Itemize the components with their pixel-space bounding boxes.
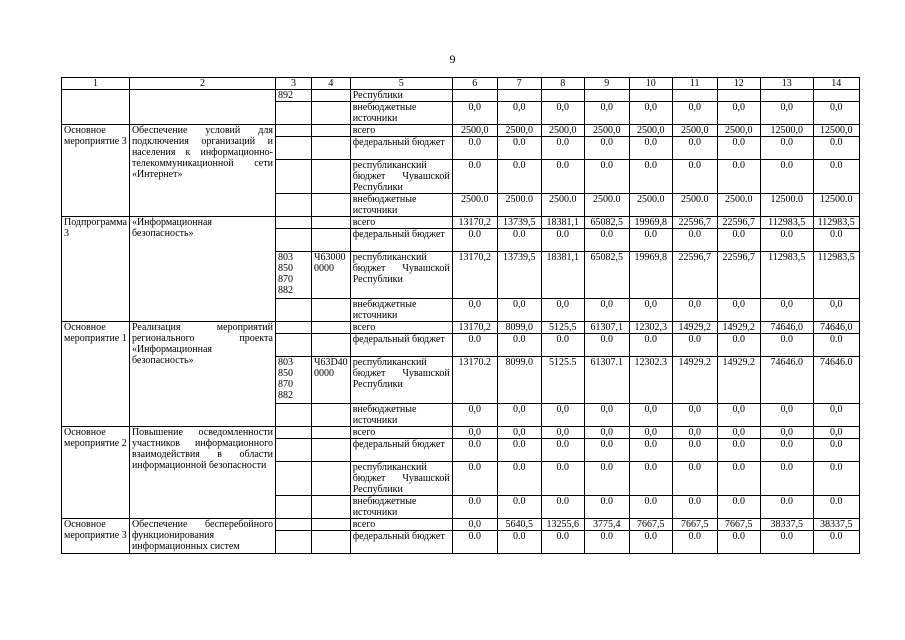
amount-cell: 12302,3: [629, 322, 672, 334]
amount-cell: 0,0: [629, 102, 672, 125]
amount-cell: 0,0: [760, 102, 813, 125]
amount-cell: 0.0: [541, 160, 584, 194]
amount-cell: 0.0: [497, 496, 541, 519]
amount-cell: 2500.0: [629, 194, 672, 217]
column-number-cell: 2: [129, 78, 275, 90]
amount-cell: 0.0: [584, 137, 629, 160]
amount-cell: [760, 90, 813, 102]
amount-cell: 0.0: [497, 160, 541, 194]
amount-cell: 65082,5: [584, 217, 629, 229]
ministry-code-cell: [275, 404, 311, 427]
amount-cell: 0.0: [760, 137, 813, 160]
ministry-code-cell: [275, 496, 311, 519]
column-number-cell: 9: [584, 78, 629, 90]
activity-type-cell: Основное мероприятие 3: [62, 519, 130, 554]
ministry-code-cell: 803 850 870 882: [275, 252, 311, 299]
amount-cell: 2500,0: [584, 125, 629, 137]
amount-cell: 0.0: [584, 160, 629, 194]
amount-cell: 0.0: [672, 137, 717, 160]
amount-cell: 7667,5: [717, 519, 760, 531]
classification-code-cell: [311, 531, 350, 554]
amount-cell: 0,0: [452, 519, 497, 531]
amount-cell: 0.0: [672, 496, 717, 519]
amount-cell: [584, 90, 629, 102]
table-row: [62, 322, 860, 334]
amount-cell: 22596,7: [717, 217, 760, 229]
column-number-cell: 4: [311, 78, 350, 90]
page-number: 9: [449, 52, 456, 66]
amount-cell: 0.0: [584, 229, 629, 252]
amount-cell: 0.0: [717, 160, 760, 194]
amount-cell: 0.0: [629, 531, 672, 554]
funding-source-cell: внебюджетные источники: [350, 194, 452, 217]
amount-cell: 0.0: [497, 137, 541, 160]
amount-cell: 2500.0: [584, 194, 629, 217]
amount-cell: 0.0: [452, 462, 497, 496]
amount-cell: 5640,5: [497, 519, 541, 531]
amount-cell: 0.0: [813, 160, 859, 194]
ministry-code-cell: [275, 531, 311, 554]
funding-source-cell: федеральный бюджет: [350, 334, 452, 357]
amount-cell: 0.0: [497, 462, 541, 496]
amount-cell: 0.0: [497, 531, 541, 554]
amount-cell: 0.0: [813, 531, 859, 554]
ministry-code-cell: [275, 334, 311, 357]
amount-cell: 14929,2: [717, 322, 760, 334]
amount-cell: 14929.2: [672, 357, 717, 404]
amount-cell: 8099.0: [497, 357, 541, 404]
column-number-cell: 10: [629, 78, 672, 90]
ministry-code-cell: [275, 125, 311, 137]
amount-cell: 74646.0: [760, 357, 813, 404]
activity-name-cell: [129, 90, 275, 125]
activity-name-cell: «Информационная безопасность»: [129, 217, 275, 322]
amount-cell: 0,0: [672, 427, 717, 439]
amount-cell: 13170.2: [452, 357, 497, 404]
funding-source-cell: Республики: [350, 90, 452, 102]
amount-cell: 12500.0: [760, 194, 813, 217]
amount-cell: 0.0: [584, 439, 629, 462]
funding-source-cell: республиканский бюджет Чувашской Республики: [350, 462, 452, 496]
amount-cell: 0,0: [717, 299, 760, 322]
amount-cell: 0,0: [813, 102, 859, 125]
amount-cell: 0.0: [760, 462, 813, 496]
amount-cell: 22596,7: [672, 252, 717, 299]
amount-cell: 0.0: [452, 496, 497, 519]
activity-name-cell: Повышение осведомленности участников информационного взаимодействия в области информационной безопасности: [129, 427, 275, 519]
funding-source-cell: федеральный бюджет: [350, 531, 452, 554]
amount-cell: 0,0: [452, 404, 497, 427]
amount-cell: 0.0: [813, 496, 859, 519]
amount-cell: 0.0: [672, 439, 717, 462]
funding-source-cell: всего: [350, 519, 452, 531]
amount-cell: 74646,0: [760, 322, 813, 334]
amount-cell: 2500.0: [452, 194, 497, 217]
amount-cell: 14929.2: [717, 357, 760, 404]
amount-cell: 13255,6: [541, 519, 584, 531]
funding-source-cell: федеральный бюджет: [350, 439, 452, 462]
funding-source-cell: республиканский бюджет Чувашской Республики: [350, 160, 452, 194]
ministry-code-cell: [275, 462, 311, 496]
activity-name-cell: Обеспечение бесперебойного функционирования информационных систем: [129, 519, 275, 554]
amount-cell: 13170,2: [452, 252, 497, 299]
amount-cell: 0.0: [629, 229, 672, 252]
amount-cell: [452, 90, 497, 102]
amount-cell: 0.0: [717, 496, 760, 519]
column-number-cell: 12: [717, 78, 760, 90]
amount-cell: 0.0: [541, 229, 584, 252]
table-row: [62, 125, 860, 137]
amount-cell: 0.0: [813, 137, 859, 160]
amount-cell: [497, 90, 541, 102]
column-number-cell: 14: [813, 78, 859, 90]
amount-cell: 2500.0: [717, 194, 760, 217]
classification-code-cell: [311, 404, 350, 427]
classification-code-cell: [311, 334, 350, 357]
amount-cell: 0.0: [717, 531, 760, 554]
amount-cell: 2500,0: [629, 125, 672, 137]
classification-code-cell: [311, 462, 350, 496]
activity-type-cell: Основное мероприятие 3: [62, 125, 130, 217]
funding-source-cell: всего: [350, 217, 452, 229]
amount-cell: 7667,5: [629, 519, 672, 531]
amount-cell: 19969,8: [629, 217, 672, 229]
amount-cell: 0.0: [584, 496, 629, 519]
amount-cell: 0.0: [760, 160, 813, 194]
classification-code-cell: [311, 299, 350, 322]
amount-cell: 0.0: [760, 334, 813, 357]
amount-cell: 2500,0: [672, 125, 717, 137]
amount-cell: 0,0: [541, 404, 584, 427]
amount-cell: 0.0: [629, 137, 672, 160]
amount-cell: 0.0: [717, 137, 760, 160]
classification-code-cell: [311, 137, 350, 160]
amount-cell: 22596,7: [672, 217, 717, 229]
amount-cell: 2500.0: [672, 194, 717, 217]
amount-cell: 0,0: [629, 427, 672, 439]
column-number-cell: 1: [62, 78, 130, 90]
amount-cell: 0,0: [672, 102, 717, 125]
amount-cell: 0.0: [813, 439, 859, 462]
activity-name-cell: Реализация мероприятий регионального проекта «Информационная безопасность»: [129, 322, 275, 427]
amount-cell: 0.0: [672, 531, 717, 554]
ministry-code-cell: [275, 102, 311, 125]
classification-code-cell: [311, 102, 350, 125]
amount-cell: 0,0: [497, 404, 541, 427]
amount-cell: 0,0: [629, 299, 672, 322]
funding-source-cell: внебюджетные источники: [350, 102, 452, 125]
amount-cell: 0.0: [541, 462, 584, 496]
amount-cell: 0,0: [584, 404, 629, 427]
classification-code-cell: [311, 519, 350, 531]
amount-cell: [629, 90, 672, 102]
amount-cell: 0,0: [629, 404, 672, 427]
amount-cell: 112983,5: [813, 217, 859, 229]
ministry-code-cell: [275, 439, 311, 462]
classification-code-cell: [311, 322, 350, 334]
table-row: [62, 90, 860, 102]
amount-cell: 0,0: [497, 427, 541, 439]
amount-cell: 0,0: [541, 299, 584, 322]
amount-cell: 0.0: [584, 531, 629, 554]
amount-cell: [541, 90, 584, 102]
ministry-code-cell: [275, 160, 311, 194]
amount-cell: 0.0: [813, 334, 859, 357]
ministry-code-cell: [275, 194, 311, 217]
amount-cell: 0.0: [717, 439, 760, 462]
funding-source-cell: всего: [350, 427, 452, 439]
amount-cell: 0.0: [629, 496, 672, 519]
classification-code-cell: [311, 125, 350, 137]
amount-cell: 0,0: [497, 102, 541, 125]
amount-cell: 0.0: [452, 439, 497, 462]
amount-cell: 13739,5: [497, 252, 541, 299]
amount-cell: 0.0: [541, 334, 584, 357]
amount-cell: 65082,5: [584, 252, 629, 299]
funding-source-cell: внебюджетные источники: [350, 404, 452, 427]
classification-code-cell: [311, 427, 350, 439]
amount-cell: 0.0: [584, 462, 629, 496]
table-row: [62, 217, 860, 229]
amount-cell: 61307,1: [584, 322, 629, 334]
ministry-code-cell: [275, 299, 311, 322]
amount-cell: 3775,4: [584, 519, 629, 531]
amount-cell: 0.0: [717, 334, 760, 357]
ministry-code-cell: [275, 217, 311, 229]
funding-source-cell: федеральный бюджет: [350, 229, 452, 252]
amount-cell: 0,0: [717, 427, 760, 439]
activity-type-cell: Основное мероприятие 1: [62, 322, 130, 427]
activity-type-cell: Подпрограмма 3: [62, 217, 130, 322]
amount-cell: 0,0: [813, 427, 859, 439]
amount-cell: 5125.5: [541, 357, 584, 404]
ministry-code-cell: [275, 427, 311, 439]
amount-cell: 0,0: [717, 102, 760, 125]
amount-cell: 14929,2: [672, 322, 717, 334]
column-number-cell: 7: [497, 78, 541, 90]
amount-cell: 0.0: [452, 531, 497, 554]
amount-cell: 0,0: [813, 299, 859, 322]
amount-cell: 2500,0: [717, 125, 760, 137]
classification-code-cell: [311, 194, 350, 217]
amount-cell: 0.0: [584, 334, 629, 357]
ministry-code-cell: 892: [275, 90, 311, 102]
ministry-code-cell: [275, 137, 311, 160]
classification-code-cell: [311, 496, 350, 519]
budget-table: [61, 77, 860, 554]
amount-cell: 0.0: [672, 160, 717, 194]
classification-code-cell: [311, 90, 350, 102]
amount-cell: 0.0: [760, 496, 813, 519]
activity-type-cell: Основное мероприятие 2: [62, 427, 130, 519]
amount-cell: 0,0: [813, 404, 859, 427]
classification-code-cell: [311, 229, 350, 252]
column-number-row: [62, 78, 860, 90]
amount-cell: 0.0: [672, 229, 717, 252]
amount-cell: 8099,0: [497, 322, 541, 334]
classification-code-cell: Ч63D40 0000: [311, 357, 350, 404]
amount-cell: 0.0: [541, 496, 584, 519]
amount-cell: 18381,1: [541, 217, 584, 229]
column-number-cell: 6: [452, 78, 497, 90]
classification-code-cell: [311, 217, 350, 229]
amount-cell: 0,0: [760, 404, 813, 427]
amount-cell: 0,0: [672, 299, 717, 322]
classification-code-cell: [311, 439, 350, 462]
amount-cell: 22596,7: [717, 252, 760, 299]
amount-cell: 0.0: [497, 439, 541, 462]
amount-cell: 0.0: [452, 160, 497, 194]
amount-cell: 0.0: [541, 137, 584, 160]
amount-cell: 112983,5: [760, 217, 813, 229]
ministry-code-cell: [275, 519, 311, 531]
amount-cell: 74646,0: [813, 322, 859, 334]
amount-cell: 0,0: [584, 427, 629, 439]
amount-cell: 12302.3: [629, 357, 672, 404]
funding-source-cell: республиканский бюджет Чувашской Республики: [350, 357, 452, 404]
amount-cell: [672, 90, 717, 102]
amount-cell: 2500,0: [497, 125, 541, 137]
column-number-cell: 3: [275, 78, 311, 90]
amount-cell: 0.0: [717, 229, 760, 252]
amount-cell: 12500,0: [813, 125, 859, 137]
amount-cell: 2500.0: [497, 194, 541, 217]
amount-cell: [813, 90, 859, 102]
amount-cell: 18381,1: [541, 252, 584, 299]
amount-cell: 38337,5: [813, 519, 859, 531]
amount-cell: 38337,5: [760, 519, 813, 531]
amount-cell: 12500.0: [813, 194, 859, 217]
amount-cell: 13739,5: [497, 217, 541, 229]
amount-cell: 0.0: [629, 160, 672, 194]
table-row: [62, 519, 860, 531]
activity-type-cell: [62, 90, 130, 125]
amount-cell: 74646.0: [813, 357, 859, 404]
column-number-cell: 11: [672, 78, 717, 90]
amount-cell: 12500,0: [760, 125, 813, 137]
amount-cell: 0.0: [452, 137, 497, 160]
amount-cell: 0.0: [813, 462, 859, 496]
funding-source-cell: всего: [350, 322, 452, 334]
amount-cell: 0,0: [497, 299, 541, 322]
amount-cell: 0.0: [629, 334, 672, 357]
amount-cell: 0,0: [541, 102, 584, 125]
amount-cell: 0.0: [760, 531, 813, 554]
amount-cell: 0.0: [672, 462, 717, 496]
amount-cell: 19969,8: [629, 252, 672, 299]
amount-cell: 0.0: [452, 334, 497, 357]
amount-cell: 0.0: [452, 229, 497, 252]
amount-cell: 0,0: [452, 427, 497, 439]
amount-cell: 2500,0: [452, 125, 497, 137]
amount-cell: 0,0: [760, 427, 813, 439]
funding-source-cell: внебюджетные источники: [350, 299, 452, 322]
classification-code-cell: Ч63000 0000: [311, 252, 350, 299]
amount-cell: 112983,5: [760, 252, 813, 299]
funding-source-cell: всего: [350, 125, 452, 137]
amount-cell: 0,0: [717, 404, 760, 427]
amount-cell: 13170,2: [452, 217, 497, 229]
column-number-cell: 13: [760, 78, 813, 90]
amount-cell: 0,0: [584, 102, 629, 125]
amount-cell: 0,0: [672, 404, 717, 427]
ministry-code-cell: [275, 229, 311, 252]
amount-cell: 0.0: [760, 229, 813, 252]
amount-cell: 0,0: [584, 299, 629, 322]
amount-cell: 0.0: [672, 334, 717, 357]
amount-cell: 0.0: [629, 462, 672, 496]
funding-source-cell: внебюджетные источники: [350, 496, 452, 519]
amount-cell: 0.0: [541, 531, 584, 554]
amount-cell: 0,0: [452, 102, 497, 125]
amount-cell: 0,0: [452, 299, 497, 322]
amount-cell: 0.0: [497, 229, 541, 252]
column-number-cell: 8: [541, 78, 584, 90]
amount-cell: 112983,5: [813, 252, 859, 299]
amount-cell: 2500,0: [541, 125, 584, 137]
classification-code-cell: [311, 160, 350, 194]
funding-source-cell: республиканский бюджет Чувашской Республики: [350, 252, 452, 299]
amount-cell: 61307.1: [584, 357, 629, 404]
ministry-code-cell: 803 850 870 882: [275, 357, 311, 404]
table-row: [62, 427, 860, 439]
amount-cell: 0.0: [813, 229, 859, 252]
funding-source-cell: федеральный бюджет: [350, 137, 452, 160]
ministry-code-cell: [275, 322, 311, 334]
column-number-cell: 5: [350, 78, 452, 90]
amount-cell: 0.0: [629, 439, 672, 462]
amount-cell: 0.0: [497, 334, 541, 357]
amount-cell: 0,0: [760, 299, 813, 322]
amount-cell: 0.0: [760, 439, 813, 462]
amount-cell: 7667,5: [672, 519, 717, 531]
amount-cell: 0,0: [541, 427, 584, 439]
amount-cell: 2500.0: [541, 194, 584, 217]
amount-cell: 0.0: [717, 462, 760, 496]
amount-cell: 0.0: [541, 439, 584, 462]
amount-cell: [717, 90, 760, 102]
amount-cell: 13170,2: [452, 322, 497, 334]
activity-name-cell: Обеспечение условий для подключения организаций и населения к информационно-телекоммуникационной сети «Интернет»: [129, 125, 275, 217]
amount-cell: 5125,5: [541, 322, 584, 334]
